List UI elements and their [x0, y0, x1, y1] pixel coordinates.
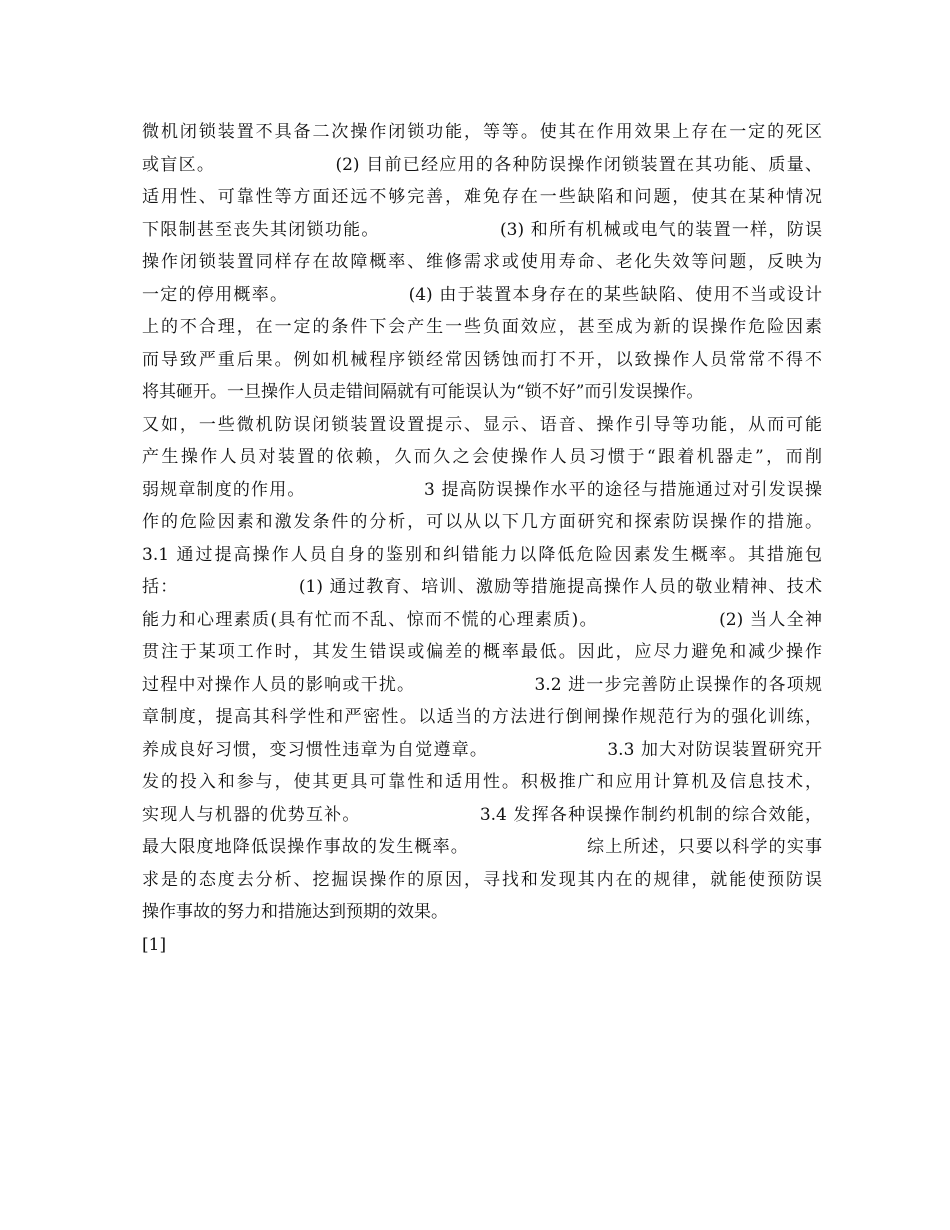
- text-line: 一定的停用概率。 (4) 由于装置本身存在的某些缺陷、使用不当或设计: [142, 284, 822, 305]
- text-line: 能力和心理素质(具有忙而不乱、惊而不慌的心理素质)。 (2) 当人全神: [142, 609, 822, 630]
- body-text: [142, 116, 822, 961]
- text-line: 最大限度地降低误操作事故的发生概率。 综上所述，只要以科学的实事: [142, 837, 822, 857]
- footnote-reference: [1]: [142, 934, 167, 955]
- text-line: 产生操作人员对装置的依赖，久而久之会使操作人员习惯于“跟着机器走”，而削: [142, 447, 822, 467]
- text-line: 过程中对操作人员的影响或干扰。 3.2 进一步完善防止误操作的各项规: [142, 674, 822, 695]
- text-line: 括： (1) 通过教育、培训、激励等措施提高操作人员的敬业精神、技术: [142, 577, 822, 597]
- text-line: 章制度，提高其科学性和严密性。以适当的方法进行倒闸操作规范行为的强化训练，: [142, 707, 822, 727]
- text-line: 发的投入和参与，使其更具可靠性和适用性。积极推广和应用计算机及信息技术，: [142, 772, 822, 792]
- text-line: 求是的态度去分析、挖掘误操作的原因，寻找和发现其内在的规律，就能使预防误: [142, 869, 822, 890]
- text-line: 操作闭锁装置同样存在故障概率、维修需求或使用寿命、老化失效等问题，反映为: [142, 252, 822, 272]
- text-line: 弱规章制度的作用。 3 提高防误操作水平的途径与措施通过对引发误操: [142, 479, 822, 500]
- text-line: 作的危险因素和激发条件的分析，可以从以下几方面研究和探索防误操作的措施。: [142, 512, 822, 532]
- text-line: 或盲区。 (2) 目前已经应用的各种防误操作闭锁装置在其功能、质量、: [142, 154, 822, 175]
- text-line: 3.1 通过提高操作人员自身的鉴别和纠错能力以降低危险因素发生概率。其措施包: [142, 544, 822, 565]
- text-line: 养成良好习惯，变习惯性违章为自觉遵章。 3.3 加大对防误装置研究开: [142, 739, 822, 760]
- text-line: 将其砸开。一旦操作人员走错间隔就有可能误认为“锁不好”而引发误操作。: [142, 382, 704, 402]
- text-line: 下限制甚至丧失其闭锁功能。 (3) 和所有机械或电气的装置一样，防误: [142, 219, 822, 240]
- text-line: 操作事故的努力和措施达到预期的效果。: [142, 902, 448, 922]
- text-line: 微机闭锁装置不具备二次操作闭锁功能，等等。使其在作用效果上存在一定的死区: [142, 122, 822, 142]
- text-line: 又如，一些微机防误闭锁装置设置提示、显示、语音、操作引导等功能，从而可能: [142, 414, 822, 435]
- text-line: 而导致严重后果。例如机械程序锁经常因锈蚀而打不开，以致操作人员常常不得不: [142, 349, 822, 370]
- text-line: 上的不合理，在一定的条件下会产生一些负面效应，甚至成为新的误操作危险因素: [142, 317, 822, 337]
- text-line: 贯注于某项工作时，其发生错误或偏差的概率最低。因此，应尽力避免和减少操作: [142, 642, 822, 662]
- text-line: 实现人与机器的优势互补。 3.4 发挥各种误操作制约机制的综合效能，: [142, 804, 822, 825]
- text-line: 适用性、可靠性等方面还远不够完善，难免存在一些缺陷和问题，使其在某种情况: [142, 187, 822, 207]
